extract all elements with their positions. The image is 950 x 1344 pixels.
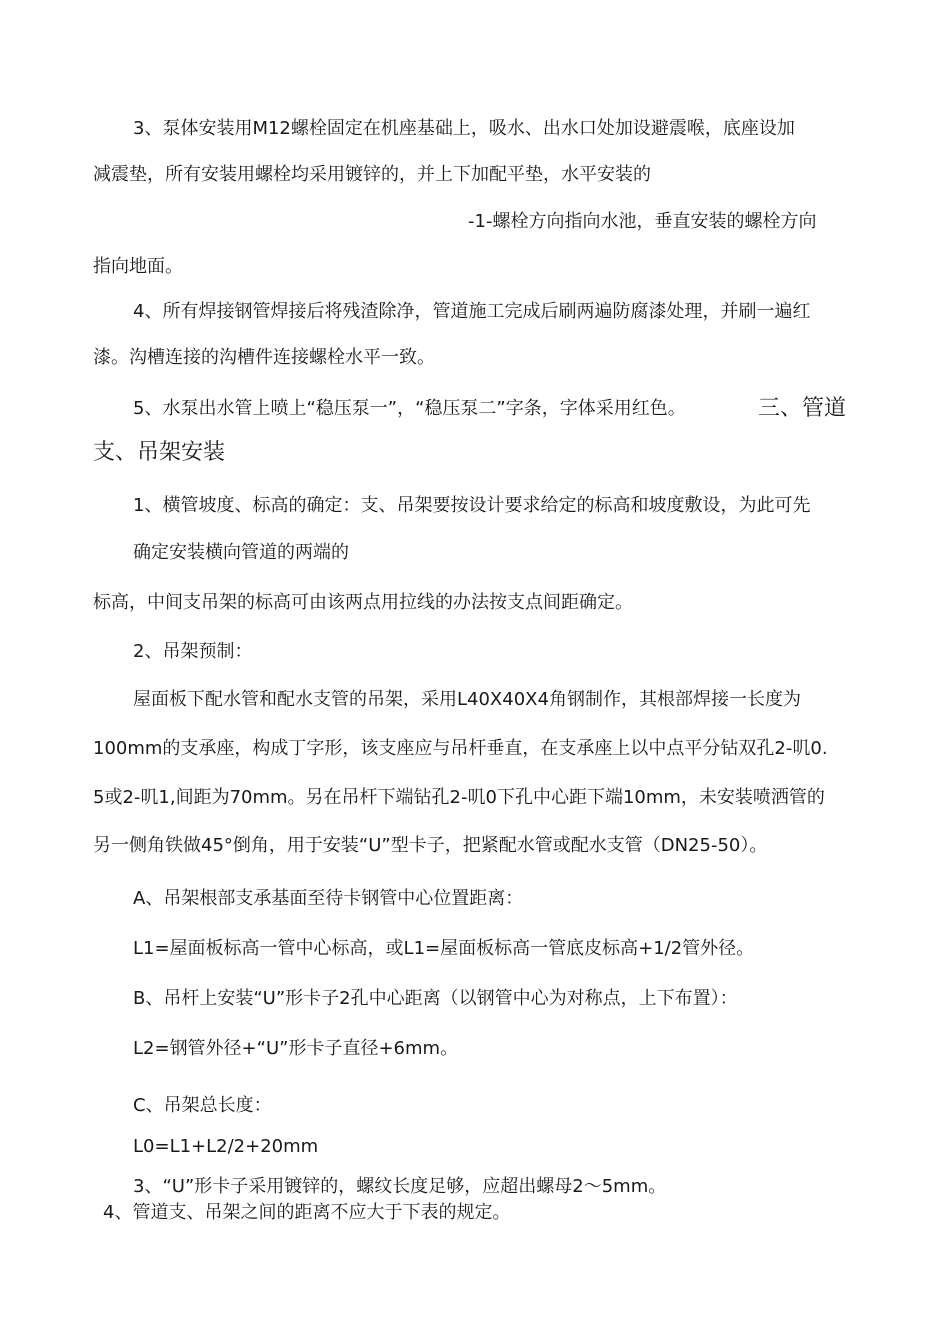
text-line: C、吊架总长度： [133, 1095, 272, 1116]
text-line: 100mm的支承座，构成丁字形，该支座应与吊杆垂直，在支承座上以中点平分钻双孔2-叽0. [93, 738, 828, 759]
text-line: 2、吊架预制： [133, 641, 253, 662]
text-line: L0=L1+L2/2+20mm [133, 1136, 319, 1157]
section-heading: 三、管道 [758, 396, 847, 421]
text-line: 指向地面。 [93, 256, 183, 277]
text-line: 3、“U”形卡子采用镀锌的，螺纹长度足够，应超出螺母2〜5mm。 [133, 1176, 667, 1197]
text-line: 4、所有焊接钢管焊接后将残渣除净，管道施工完成后刷两遍防腐漆处理，并刷一遍红 [133, 301, 811, 322]
text-line: 标高，中间支吊架的标高可由该两点用拉线的办法按支点间距确定。 [93, 592, 633, 613]
text-line: 确定安装横向管道的两端的 [133, 542, 349, 563]
section-heading: 支、吊架安装 [93, 440, 226, 465]
text-line: 3、泵体安装用M12螺栓固定在机座基础上，吸水、出水口处加设避震喉，底座设加 [133, 118, 795, 139]
text-line: 屋面板下配水管和配水支管的吊架，采用L40X40X4角钢制作，其根部焊接一长度为 [133, 689, 801, 710]
text-line: 漆。沟槽连接的沟槽件连接螺栓水平一致。 [93, 347, 435, 368]
text-line: 5或2-叽1,间距为70mm。另在吊杆下端钻孔2-叽0下孔中心距下端10mm，未安装喷洒管的 [93, 787, 825, 808]
text-line: 1、横管坡度、标高的确定：支、吊架要按设计要求给定的标高和坡度敷设，为此可先 [133, 495, 811, 516]
text-line: 另一侧角铁做45°倒角，用于安装“U”型卡子，把紧配水管或配水支管（DN25-50）。 [93, 835, 768, 856]
text-line: A、吊架根部支承基面至待卡钢管中心位置距离： [133, 888, 524, 909]
text-line: 4、管道支、吊架之间的距离不应大于下表的规定。 [103, 1202, 511, 1223]
text-line: B、吊杆上安装“U”形卡子2孔中心距离（以钢管中心为对称点，上下布置）： [133, 988, 738, 1009]
text-line: -1-螺栓方向指向水池，垂直安装的螺栓方向 [468, 211, 817, 232]
text-line: 5、水泵出水管上喷上“稳压泵一”，“稳压泵二”字条，字体采用红色。 [133, 398, 686, 419]
text-line: L2=钢管外径+“U”形卡子直径+6mm。 [133, 1038, 459, 1059]
text-line: L1=屋面板标高一管中心标高，或L1=屋面板标高一管底皮标高+1/2管外径。 [133, 938, 755, 959]
text-line: 减震垫，所有安装用螺栓均采用镀锌的，并上下加配平垫，水平安装的 [93, 164, 651, 185]
